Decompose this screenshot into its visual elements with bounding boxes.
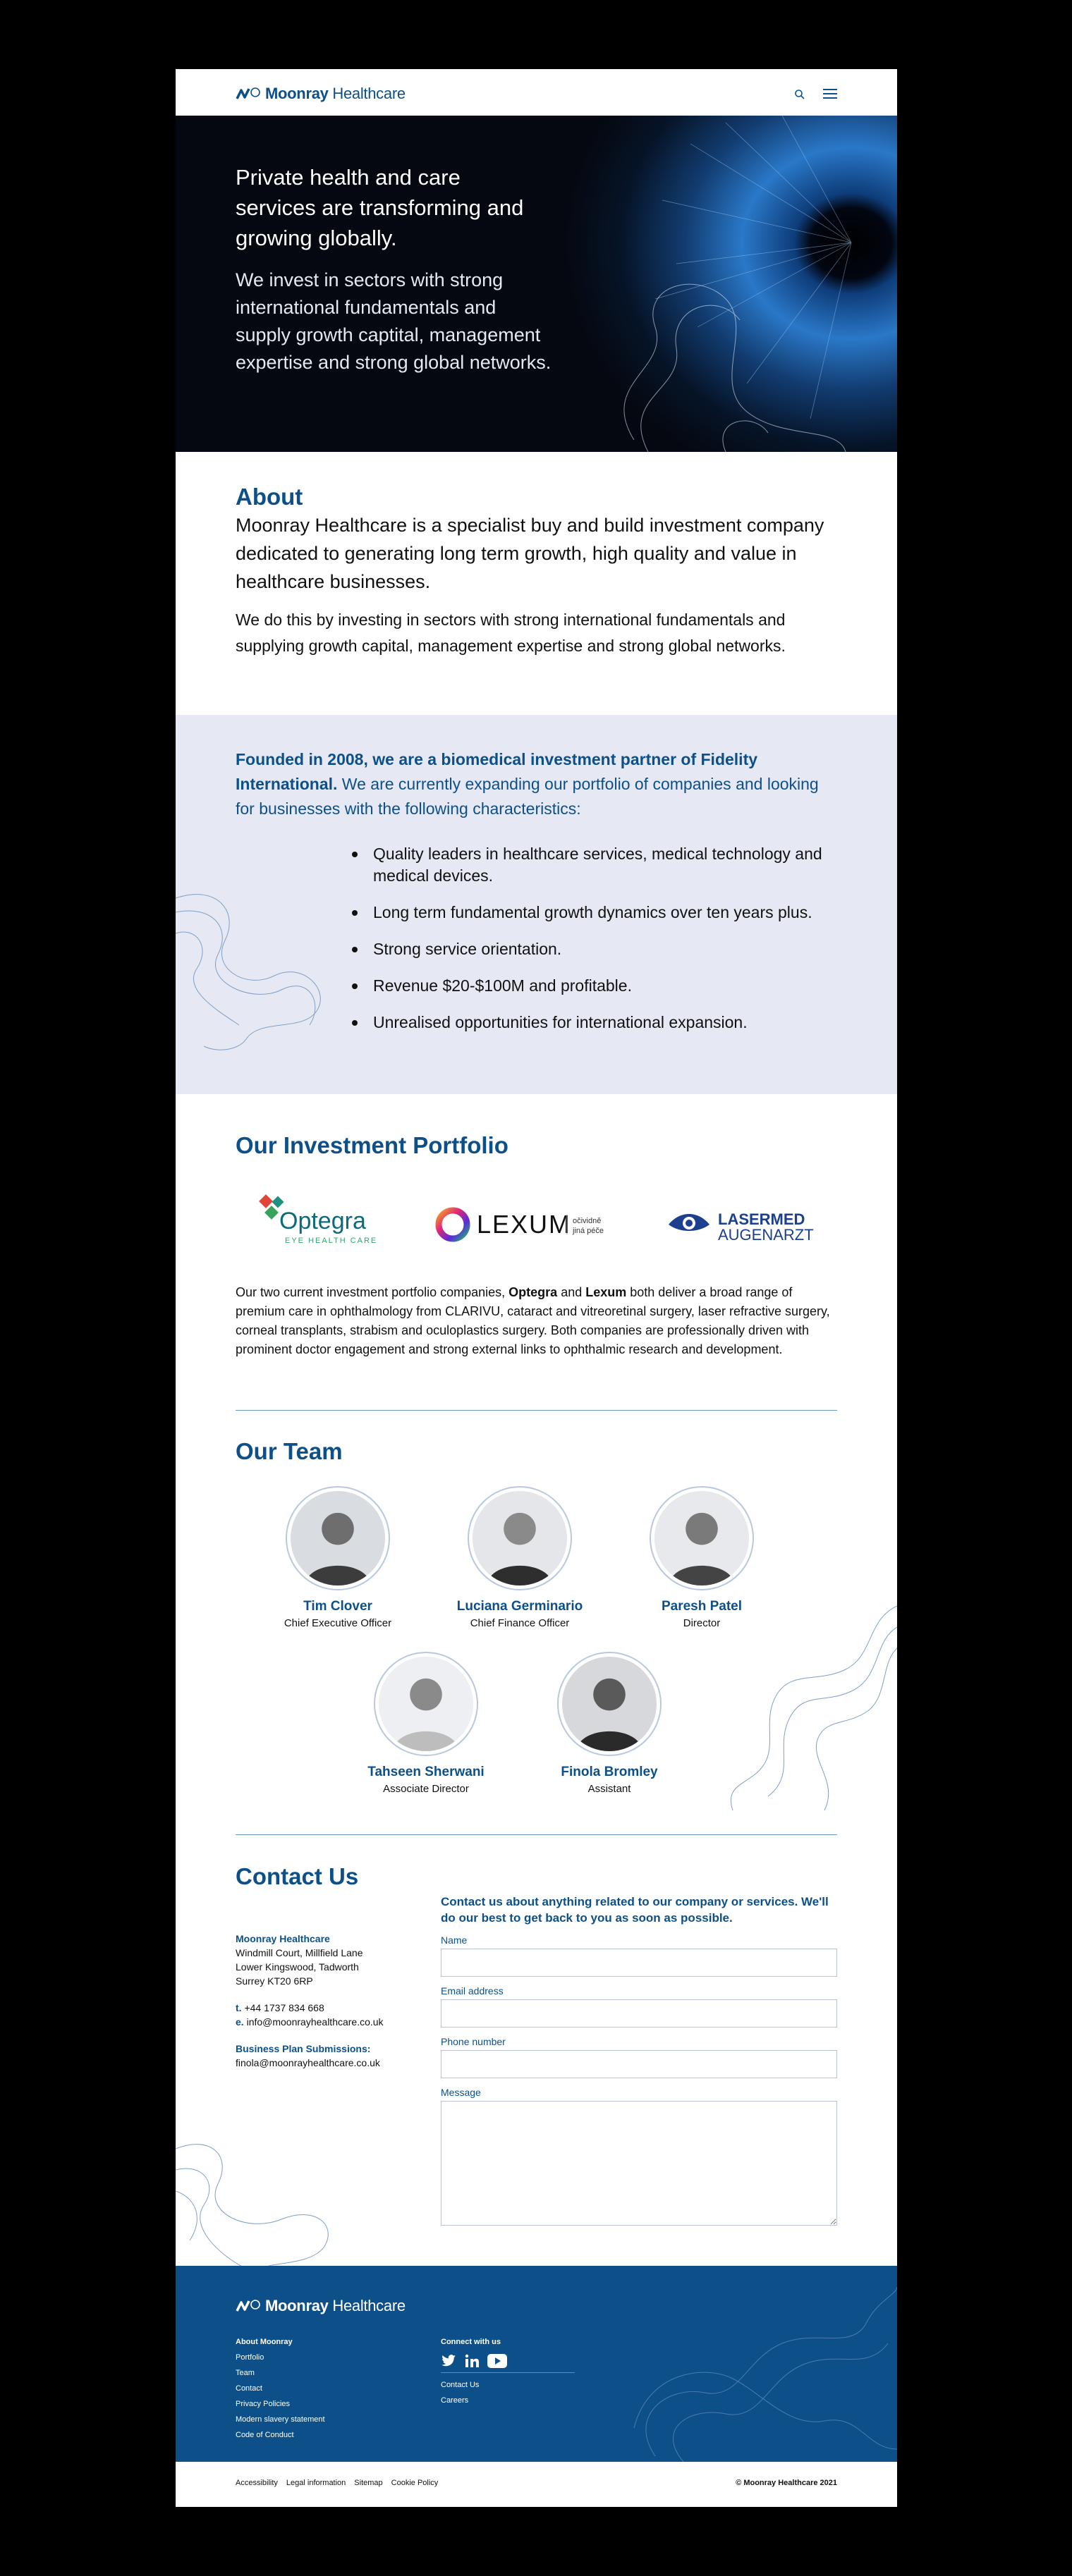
lexum-name: LEXUM [477,1210,572,1239]
bottom-bar [176,2462,897,2507]
footer-link[interactable]: Privacy Policies [236,2400,291,2408]
legal-link[interactable]: Accessibility [236,2479,278,2487]
member-role: Assistant [587,1783,631,1795]
phone-label: Phone number [441,2036,506,2047]
footer-link[interactable]: Code of Conduct [236,2431,294,2439]
list-item: Strong service orientation. [352,938,839,960]
member-name: Finola Bromley [561,1765,658,1779]
copyright: © Moonray Healthcare 2021 [736,2479,837,2487]
footer-link[interactable]: Team [236,2369,255,2377]
member-role: Chief Finance Officer [470,1617,570,1629]
phone-field[interactable] [441,2050,837,2078]
section-divider [236,1834,837,1835]
about-heading: About [236,484,303,510]
social-icons [441,2354,575,2368]
footer-link[interactable]: Contact [236,2384,262,2393]
decorative-lines [627,2287,897,2462]
lexum-logo[interactable] [433,1189,631,1260]
site-header [176,69,897,116]
moonray-logo-icon [236,86,261,102]
member-role: Director [683,1617,721,1629]
footer-link[interactable]: Modern slavery statement [236,2415,325,2424]
member-name: Luciana Germinario [456,1599,583,1614]
brand-name: Moonray Healthcare [265,85,406,102]
page [176,69,897,2507]
section-divider [236,1410,837,1411]
characteristics-section [176,715,897,1094]
moonray-logo-icon [236,2298,261,2314]
contact-intro: Contact us about anything related to our company or services. We'll do our best to get back to you as soon as possible. [441,1895,829,1925]
twitter-icon[interactable] [441,2354,456,2368]
optegra-logo[interactable] [257,1189,398,1260]
site-footer [176,2266,897,2462]
portfolio-text: Our two current investment portfolio companies, Optegra and Lexum both deliver a broad range of premium care in ophthalmology from CLARIVU, cataract and vitreoretinal surgery, laser refractive surgery, corneal transplants, strabism and oculoplastics surgery. Both companies are professionally driven with prominent doctor engagement and strong external links to ophthalmic research and development. [236,1285,830,1356]
hero-banner [176,116,897,452]
avatar [468,1486,572,1590]
footer-connect [441,2334,575,2408]
email-field[interactable] [441,1999,837,2028]
member-name: Paresh Patel [661,1599,743,1614]
decorative-lines [726,1606,897,1817]
footer-divider [441,2372,575,2373]
member-name: Tahseen Sherwani [367,1765,485,1779]
portfolio-logos [236,1189,837,1260]
youtube-icon[interactable] [487,2354,507,2368]
address-line: Windmill Court, Millfield Lane [236,1947,363,1958]
member-name: Tim Clover [303,1599,372,1614]
message-field[interactable] [441,2101,837,2226]
legal-link[interactable]: Sitemap [354,2479,383,2487]
legal-links [236,2479,438,2487]
portfolio-heading: Our Investment Portfolio [236,1132,508,1158]
member-role: Associate Director [383,1783,469,1795]
footer-link[interactable]: Portfolio [236,2353,264,2362]
legal-link[interactable]: Cookie Policy [391,2479,439,2487]
legal-link[interactable]: Legal information [286,2479,346,2487]
optegra-name: Optegra [279,1208,366,1234]
hero-text: We invest in sectors with strong international fundamentals and supply growth captital, management expertise and strong global networks. [236,269,552,373]
contact-details [236,1932,412,2070]
member-role: Chief Executive Officer [284,1617,392,1629]
team-member[interactable] [260,1486,415,1629]
contact-heading: Contact Us [236,1863,359,1889]
about-lead: Moonray Healthcare is a specialist buy and build investment company dedicated to generating long term growth, high quality and value in healthcare businesses. [236,515,824,592]
lasermed-line-1: LASERMED [718,1210,805,1228]
list-item: Quality leaders in healthcare services, medical technology and medical devices. [352,843,839,887]
footer-logo[interactable] [236,2297,406,2315]
characteristics-list [352,843,839,1048]
avatar [557,1652,662,1756]
lasermed-line-2: AUGENARZT [718,1226,814,1244]
search-icon[interactable] [794,89,805,100]
lexum-tag-1: očividně [573,1217,602,1225]
brand-logo[interactable] [236,85,406,103]
lexum-tag-2: jiná péče [573,1227,604,1235]
decorative-lines [176,884,338,1053]
list-item: Unrealised opportunities for international expansion. [352,1012,839,1034]
avatar [286,1486,390,1590]
address-line: Surrey KT20 6RP [236,1975,313,1987]
bp-email[interactable]: finola@moonrayhealthcare.co.uk [236,2057,380,2068]
founded-text: Founded in 2008, we are a biomedical investment partner of Fidelity International. We are currently expanding our portfolio of companies and looking for businesses with the following characteristics: [236,750,819,818]
linkedin-icon[interactable] [465,2354,479,2368]
hamburger-menu-icon[interactable] [823,89,837,99]
list-item: Revenue $20-$100M and profitable. [352,975,839,997]
list-item: Long term fundamental growth dynamics over ten years plus. [352,902,839,924]
eye-iris-image [514,116,897,452]
avatar [374,1652,478,1756]
team-member[interactable] [348,1652,504,1795]
name-field[interactable] [441,1949,837,1977]
connect-heading: Connect with us [441,2338,501,2346]
email-label: Email address [441,1985,504,1997]
bp-label: Business Plan Submissions: [236,2043,371,2054]
lasermed-logo[interactable] [666,1189,835,1260]
avatar [650,1486,754,1590]
footer-links [236,2334,325,2443]
team-member[interactable] [532,1652,687,1795]
team-heading: Our Team [236,1438,343,1464]
footer-link[interactable]: Contact Us [441,2381,480,2389]
footer-link[interactable]: Careers [441,2396,469,2405]
team-member[interactable] [442,1486,597,1629]
optegra-tag: EYE HEALTH CARE [285,1237,378,1245]
brand-name: Moonray Healthcare [265,2297,406,2314]
about-text: We do this by investing in sectors with strong international fundamentals and supplying growth capital, management expertise and strong global networks. [236,611,786,655]
decorative-lines [176,2135,345,2269]
phone-line[interactable]: t. +44 1737 834 668 [236,2002,324,2013]
message-label: Message [441,2087,481,2098]
hero-title: Private health and care services are transforming and growing globally. [236,165,524,250]
company-name: Moonray Healthcare [236,1933,330,1944]
name-label: Name [441,1934,468,1946]
footer-link[interactable]: About Moonray [236,2338,293,2346]
address-line: Lower Kingswood, Tadworth [236,1961,359,1973]
email-line[interactable]: e. info@moonrayhealthcare.co.uk [236,2016,384,2028]
